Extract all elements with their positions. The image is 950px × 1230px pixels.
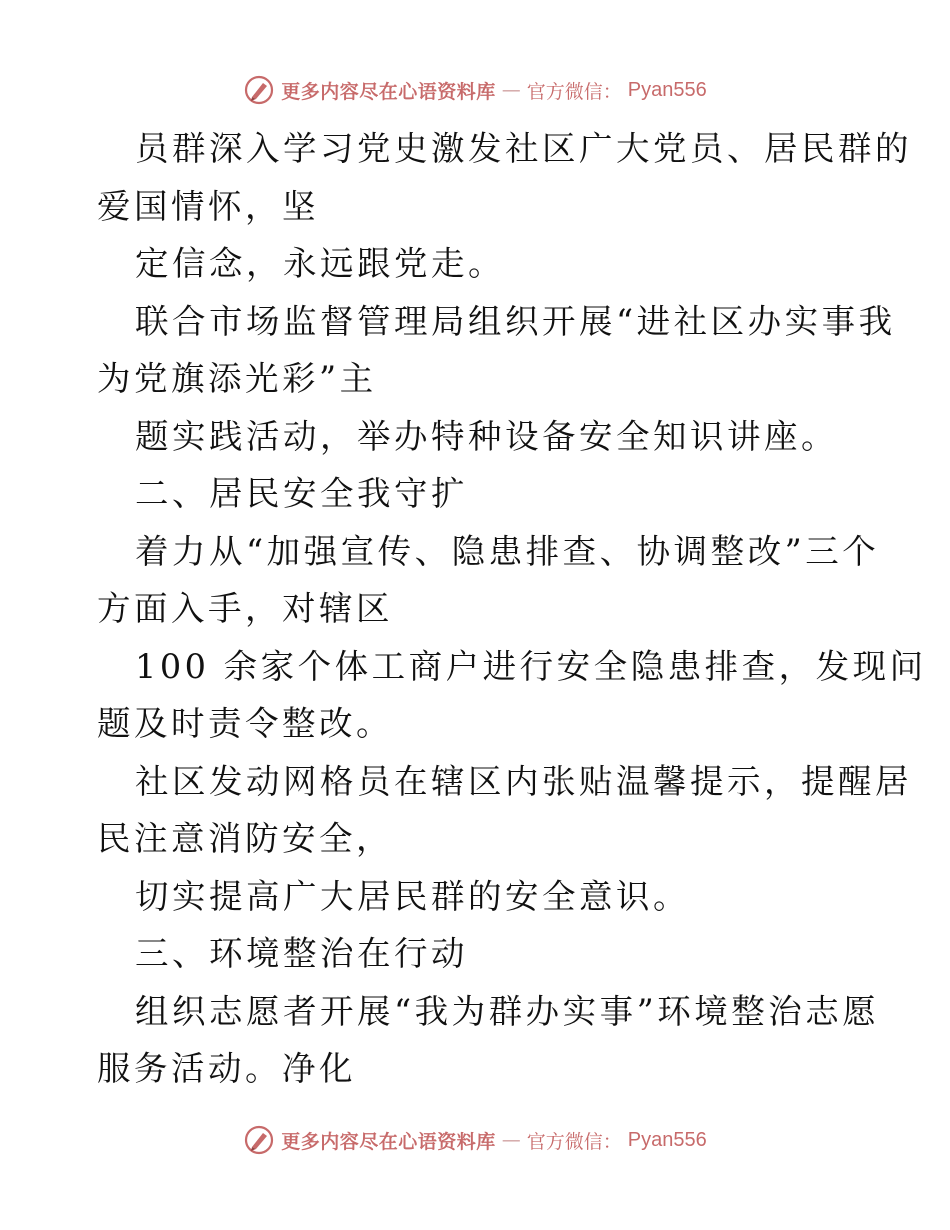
header-banner: [0, 70, 950, 110]
banner-wechat-id: Pyan556: [627, 78, 707, 101]
text-line: 员群深入学习党史激发社区广大党员、居民群的: [135, 129, 912, 168]
pen-logo-icon: [243, 1124, 275, 1156]
footer-banner: [0, 1120, 950, 1160]
text-line: 服务活动。净化: [97, 1049, 356, 1088]
text-line: 三、环境整治在行动: [135, 934, 468, 973]
text-line: 定信念，永远跟党走。: [135, 244, 505, 283]
text-line: 社区发动网格员在辖区内张贴温馨提示，提醒居: [135, 761, 912, 801]
text-line: 100 余家个体工商户进行安全隐患排查，发现问: [135, 646, 927, 686]
text-line: 民注意消防安全，: [97, 819, 393, 858]
text-line: 切实提高广大居民群的安全意识。: [135, 876, 690, 916]
document-body: [97, 120, 927, 1098]
text-line: 为党旗添光彩”主: [97, 359, 377, 398]
banner-wechat-label: 官方微信：: [526, 1130, 622, 1153]
text-line: 题实践活动，举办特种设备安全知识讲座。: [135, 416, 838, 456]
banner-separator: —: [501, 1129, 521, 1151]
text-line: 着力从“加强宣传、隐患排查、协调整改”三个: [135, 531, 880, 571]
banner-title: 更多内容尽在心语资料库: [281, 80, 496, 103]
text-line: 方面入手，对辖区: [97, 589, 393, 628]
text-line: 联合市场监督管理局组织开展“进社区办实事我: [135, 301, 896, 341]
banner-wechat-label: 官方微信：: [526, 80, 622, 103]
text-line: 二、居民安全我守扩: [135, 474, 468, 513]
banner-title: 更多内容尽在心语资料库: [281, 1130, 496, 1153]
banner-wechat-id: Pyan556: [627, 1128, 707, 1151]
text-line: 组织志愿者开展“我为群办实事”环境整治志愿: [135, 991, 880, 1031]
pen-logo-icon: [243, 74, 275, 106]
text-line: 题及时责令整改。: [97, 704, 393, 743]
text-line: 爱国情怀，坚: [97, 186, 319, 226]
banner-separator: —: [501, 79, 521, 101]
